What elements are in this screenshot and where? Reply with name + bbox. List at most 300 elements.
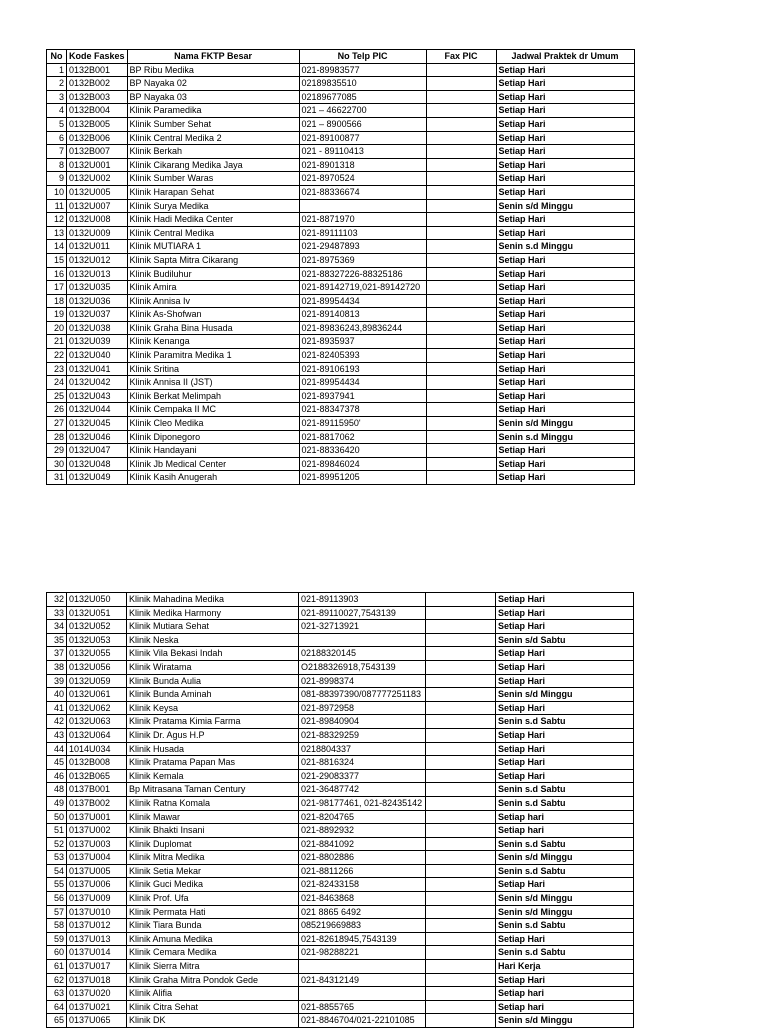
cell-kode-faskes: 0137U005: [67, 864, 127, 878]
cell-jadwal: Senin s/d Minggu: [496, 905, 634, 919]
cell-jadwal: Setiap Hari: [496, 756, 634, 770]
cell-kode-faskes: 0137U017: [67, 960, 127, 974]
cell-jadwal: Setiap Hari: [496, 213, 634, 227]
table-row: [47, 796, 634, 810]
cell-fax: [426, 837, 496, 851]
cell-no-telp: 021-98177461, 021-82435142: [299, 796, 426, 810]
cell-jadwal: Setiap Hari: [496, 620, 634, 634]
cell-nama-fktp: Klinik Pratama Papan Mas: [127, 756, 299, 770]
cell-jadwal: Senin s.d Sabtu: [496, 864, 634, 878]
cell-fax: [426, 742, 496, 756]
cell-nama-fktp: Klinik Wiratama: [127, 660, 299, 674]
cell-kode-faskes: 0137U006: [67, 878, 127, 892]
cell-kode-faskes: 0132U053: [67, 633, 127, 647]
cell-fax: [426, 403, 496, 417]
cell-no: 43: [47, 728, 67, 742]
cell-no-telp: 021-89983577: [299, 63, 426, 77]
cell-no: 2: [47, 77, 67, 91]
cell-kode-faskes: 0137B002: [67, 796, 127, 810]
cell-kode-faskes: 0132U005: [67, 185, 128, 199]
cell-kode-faskes: 0132U052: [67, 620, 127, 634]
cell-jadwal: Setiap hari: [496, 987, 634, 1001]
cell-jadwal: Setiap Hari: [496, 728, 634, 742]
cell-nama-fktp: Klinik Cleo Medika: [127, 417, 299, 431]
cell-jadwal: Setiap hari: [496, 824, 634, 838]
cell-fax: [426, 864, 496, 878]
cell-no-telp: 021-8855765: [299, 1000, 426, 1014]
cell-nama-fktp: Klinik Cemara Medika: [127, 946, 299, 960]
cell-fax: [426, 104, 496, 118]
cell-no-telp: 021-89954434: [299, 376, 426, 390]
cell-fax: [426, 417, 496, 431]
cell-jadwal: Setiap Hari: [496, 769, 634, 783]
cell-jadwal: Setiap Hari: [496, 593, 634, 607]
cell-no-telp: 021-89113903: [299, 593, 426, 607]
cell-no-telp: 021-29083377: [299, 769, 426, 783]
cell-nama-fktp: Klinik As-Shofwan: [127, 308, 299, 322]
cell-nama-fktp: Klinik Bhakti Insani: [127, 824, 299, 838]
cell-jadwal: Senin s.d Minggu: [496, 240, 634, 254]
cell-no-telp: 021-8998374: [299, 674, 426, 688]
cell-fax: [426, 728, 496, 742]
cell-no-telp: 021-8841092: [299, 837, 426, 851]
table-row: [47, 688, 634, 702]
cell-kode-faskes: 0132U045: [67, 417, 128, 431]
table-row: [47, 919, 634, 933]
table-row: [47, 158, 635, 172]
cell-nama-fktp: Klinik Dr. Agus H.P: [127, 728, 299, 742]
cell-kode-faskes: 0132U038: [67, 321, 128, 335]
cell-jadwal: Setiap Hari: [496, 444, 634, 458]
cell-nama-fktp: Klinik Duplomat: [127, 837, 299, 851]
cell-nama-fktp: Klinik Bunda Aulia: [127, 674, 299, 688]
cell-no-telp: 021-84312149: [299, 973, 426, 987]
table-row: [47, 987, 634, 1001]
cell-no: 24: [47, 376, 67, 390]
cell-nama-fktp: Klinik Graha Bina Husada: [127, 321, 299, 335]
cell-no: 20: [47, 321, 67, 335]
cell-nama-fktp: Klinik Tiara Bunda: [127, 919, 299, 933]
cell-kode-faskes: 0132B006: [67, 131, 128, 145]
cell-kode-faskes: 0132U049: [67, 471, 128, 485]
cell-nama-fktp: Klinik Budiluhur: [127, 267, 299, 281]
cell-jadwal: Setiap Hari: [496, 376, 634, 390]
table-row: [47, 389, 635, 403]
cell-jadwal: Setiap Hari: [496, 77, 634, 91]
cell-no: 57: [47, 905, 67, 919]
cell-no-telp: [299, 633, 426, 647]
cell-fax: [426, 851, 496, 865]
cell-nama-fktp: Klinik Central Medika: [127, 226, 299, 240]
cell-nama-fktp: Klinik Setia Mekar: [127, 864, 299, 878]
table-row: [47, 131, 635, 145]
cell-jadwal: Setiap Hari: [496, 973, 634, 987]
cell-no-telp: 021-32713921: [299, 620, 426, 634]
cell-jadwal: Setiap Hari: [496, 660, 634, 674]
cell-fax: [426, 824, 496, 838]
header-fax: Fax PIC: [426, 50, 496, 64]
cell-no: 35: [47, 633, 67, 647]
table-row: [47, 267, 635, 281]
cell-fax: [426, 1014, 496, 1028]
cell-jadwal: Setiap Hari: [496, 226, 634, 240]
cell-nama-fktp: Klinik Mawar: [127, 810, 299, 824]
cell-nama-fktp: Klinik Permata Hati: [127, 905, 299, 919]
cell-no: 9: [47, 172, 67, 186]
cell-no-telp: 021-88336420: [299, 444, 426, 458]
table-row: [47, 946, 634, 960]
cell-no: 55: [47, 878, 67, 892]
cell-no-telp: 021-89110027,7543139: [299, 606, 426, 620]
cell-nama-fktp: Klinik Berkah: [127, 145, 299, 159]
cell-no: 50: [47, 810, 67, 824]
cell-kode-faskes: 0132U059: [67, 674, 127, 688]
cell-nama-fktp: Klinik Keysa: [127, 701, 299, 715]
cell-fax: [426, 226, 496, 240]
table-row: [47, 104, 635, 118]
cell-no: 56: [47, 892, 67, 906]
table-row: [47, 444, 635, 458]
cell-nama-fktp: Klinik Central Medika 2: [127, 131, 299, 145]
cell-nama-fktp: Klinik Cempaka II MC: [127, 403, 299, 417]
cell-kode-faskes: 0132U063: [67, 715, 127, 729]
cell-no: 19: [47, 308, 67, 322]
cell-no-telp: 021-8204765: [299, 810, 426, 824]
cell-fax: [426, 335, 496, 349]
cell-fax: [426, 606, 496, 620]
header-kode-faskes: Kode Faskes: [67, 50, 128, 64]
cell-kode-faskes: 0132U008: [67, 213, 128, 227]
cell-kode-faskes: 0132U042: [67, 376, 128, 390]
table-row: [47, 471, 635, 485]
cell-no: 46: [47, 769, 67, 783]
cell-nama-fktp: Klinik Citra Sehat: [127, 1000, 299, 1014]
cell-kode-faskes: 0132U051: [67, 606, 127, 620]
cell-kode-faskes: 0137U004: [67, 851, 127, 865]
cell-no: 34: [47, 620, 67, 634]
table-row: [47, 417, 635, 431]
cell-no-telp: 021-8901318: [299, 158, 426, 172]
cell-no: 12: [47, 213, 67, 227]
cell-fax: [426, 240, 496, 254]
cell-no: 31: [47, 471, 67, 485]
cell-fax: [426, 796, 496, 810]
table-row: [47, 213, 635, 227]
cell-nama-fktp: Klinik Mahadina Medika: [127, 593, 299, 607]
cell-no-telp: 021-8463868: [299, 892, 426, 906]
cell-kode-faskes: 0137U013: [67, 932, 127, 946]
cell-no-telp: 021-82618945,7543139: [299, 932, 426, 946]
cell-no-telp: 021-88329259: [299, 728, 426, 742]
cell-fax: [426, 145, 496, 159]
cell-jadwal: Setiap Hari: [496, 90, 634, 104]
cell-no-telp: 021-89142719,021-89142720: [299, 281, 426, 295]
table-body: [47, 593, 634, 1028]
cell-no-telp: 021-36487742: [299, 783, 426, 797]
cell-nama-fktp: Klinik Alifia: [127, 987, 299, 1001]
cell-fax: [426, 946, 496, 960]
cell-no: 38: [47, 660, 67, 674]
cell-no: 61: [47, 960, 67, 974]
cell-fax: [426, 430, 496, 444]
cell-nama-fktp: Klinik Sritina: [127, 362, 299, 376]
cell-kode-faskes: 0132B008: [67, 756, 127, 770]
cell-fax: [426, 158, 496, 172]
table-row: [47, 593, 634, 607]
cell-jadwal: Senin s/d Minggu: [496, 688, 634, 702]
cell-kode-faskes: 0132U001: [67, 158, 128, 172]
cell-no: 53: [47, 851, 67, 865]
cell-kode-faskes: 0132B005: [67, 117, 128, 131]
cell-no-telp: 021-82405393: [299, 349, 426, 363]
cell-no-telp: [299, 960, 426, 974]
cell-fax: [426, 389, 496, 403]
cell-nama-fktp: Klinik Paramedika: [127, 104, 299, 118]
cell-jadwal: Senin s.d Sabtu: [496, 919, 634, 933]
table-body: [47, 63, 635, 484]
cell-nama-fktp: Klinik Annisa Iv: [127, 294, 299, 308]
cell-no: 5: [47, 117, 67, 131]
cell-jadwal: Setiap Hari: [496, 674, 634, 688]
cell-fax: [426, 647, 496, 661]
cell-kode-faskes: 0137U002: [67, 824, 127, 838]
table-row: [47, 864, 634, 878]
cell-nama-fktp: Klinik Neska: [127, 633, 299, 647]
cell-no-telp: 021-89140813: [299, 308, 426, 322]
cell-nama-fktp: Klinik Kemala: [127, 769, 299, 783]
table-header-row: [47, 50, 635, 64]
cell-fax: [426, 294, 496, 308]
cell-kode-faskes: 0137U010: [67, 905, 127, 919]
cell-no: 6: [47, 131, 67, 145]
cell-kode-faskes: 0132B065: [67, 769, 127, 783]
cell-no-telp: 021-88336674: [299, 185, 426, 199]
cell-no: 49: [47, 796, 67, 810]
cell-no: 26: [47, 403, 67, 417]
cell-jadwal: Setiap Hari: [496, 362, 634, 376]
table-row: [47, 240, 635, 254]
cell-jadwal: Senin s.d Sabtu: [496, 715, 634, 729]
cell-kode-faskes: 0132U041: [67, 362, 128, 376]
cell-kode-faskes: 0137U020: [67, 987, 127, 1001]
cell-kode-faskes: 0137U003: [67, 837, 127, 851]
cell-jadwal: Setiap Hari: [496, 117, 634, 131]
cell-fax: [426, 633, 496, 647]
cell-fax: [426, 905, 496, 919]
table-row: [47, 647, 634, 661]
cell-fax: [426, 471, 496, 485]
cell-jadwal: Senin s/d Minggu: [496, 417, 634, 431]
cell-jadwal: Hari Kerja: [496, 960, 634, 974]
cell-no: 33: [47, 606, 67, 620]
table-row: [47, 892, 634, 906]
table-row: [47, 973, 634, 987]
table-row: [47, 145, 635, 159]
cell-fax: [426, 444, 496, 458]
cell-fax: [426, 63, 496, 77]
cell-kode-faskes: 0137U009: [67, 892, 127, 906]
table-row: [47, 810, 634, 824]
cell-fax: [426, 701, 496, 715]
cell-jadwal: Setiap Hari: [496, 185, 634, 199]
cell-kode-faskes: 0132U044: [67, 403, 128, 417]
cell-jadwal: Setiap Hari: [496, 742, 634, 756]
cell-no: 40: [47, 688, 67, 702]
cell-jadwal: Setiap Hari: [496, 104, 634, 118]
cell-jadwal: Setiap hari: [496, 810, 634, 824]
cell-fax: [426, 932, 496, 946]
table-row: [47, 837, 634, 851]
cell-nama-fktp: Klinik DK: [127, 1014, 299, 1028]
fktp-table-part-2: [46, 592, 634, 1028]
cell-jadwal: Setiap Hari: [496, 131, 634, 145]
cell-kode-faskes: 0132U007: [67, 199, 128, 213]
cell-no: 22: [47, 349, 67, 363]
cell-nama-fktp: Klinik Berkat Melimpah: [127, 389, 299, 403]
cell-kode-faskes: 0132U012: [67, 253, 128, 267]
cell-no: 16: [47, 267, 67, 281]
cell-kode-faskes: 0132B001: [67, 63, 128, 77]
cell-jadwal: Senin s.d Sabtu: [496, 783, 634, 797]
cell-no: 21: [47, 335, 67, 349]
cell-nama-fktp: Bp Mitrasana Taman Century: [127, 783, 299, 797]
cell-nama-fktp: Klinik Ratna Komala: [127, 796, 299, 810]
cell-no: 8: [47, 158, 67, 172]
header-no-telp: No Telp PIC: [299, 50, 426, 64]
cell-jadwal: Setiap Hari: [496, 267, 634, 281]
cell-fax: [426, 457, 496, 471]
cell-fax: [426, 878, 496, 892]
table-row: [47, 932, 634, 946]
cell-nama-fktp: Klinik Surya Medika: [127, 199, 299, 213]
cell-no-telp: 021-8892932: [299, 824, 426, 838]
cell-jadwal: Setiap Hari: [496, 63, 634, 77]
cell-kode-faskes: 0132U064: [67, 728, 127, 742]
cell-no-telp: 021 – 8900566: [299, 117, 426, 131]
cell-no: 62: [47, 973, 67, 987]
cell-no-telp: 021-89840904: [299, 715, 426, 729]
cell-no-telp: 021-8871970: [299, 213, 426, 227]
cell-nama-fktp: Klinik Prof. Ufa: [127, 892, 299, 906]
cell-no: 39: [47, 674, 67, 688]
cell-no-telp: 021-8802886: [299, 851, 426, 865]
table-row: [47, 376, 635, 390]
cell-no-telp: 021-98288221: [299, 946, 426, 960]
cell-nama-fktp: Klinik Hadi Medika Center: [127, 213, 299, 227]
cell-nama-fktp: Klinik Sierra Mitra: [127, 960, 299, 974]
cell-nama-fktp: Klinik Sumber Sehat: [127, 117, 299, 131]
cell-no-telp: 021 – 46622700: [299, 104, 426, 118]
cell-nama-fktp: Klinik Paramitra Medika 1: [127, 349, 299, 363]
cell-no-telp: [299, 199, 426, 213]
cell-no-telp: 021 8865 6492: [299, 905, 426, 919]
cell-no: 13: [47, 226, 67, 240]
cell-no-telp: 081-88397390/087777251183: [299, 688, 426, 702]
cell-kode-faskes: 0137U012: [67, 919, 127, 933]
cell-no-telp: 021-8846704/021-22101085: [299, 1014, 426, 1028]
cell-no-telp: 021-8972958: [299, 701, 426, 715]
cell-no-telp: 021-8937941: [299, 389, 426, 403]
cell-fax: [426, 892, 496, 906]
cell-kode-faskes: 0132U062: [67, 701, 127, 715]
cell-no-telp: 021-89100877: [299, 131, 426, 145]
cell-kode-faskes: 0132U050: [67, 593, 127, 607]
cell-no: 1: [47, 63, 67, 77]
cell-nama-fktp: Klinik Medika Harmony: [127, 606, 299, 620]
cell-kode-faskes: 0132B003: [67, 90, 128, 104]
cell-fax: [426, 117, 496, 131]
cell-no: 45: [47, 756, 67, 770]
cell-no: 29: [47, 444, 67, 458]
cell-no: 65: [47, 1014, 67, 1028]
cell-no-telp: 021-8935937: [299, 335, 426, 349]
cell-jadwal: Setiap Hari: [496, 471, 634, 485]
header-no: No: [47, 50, 67, 64]
cell-jadwal: Senin s.d Sabtu: [496, 837, 634, 851]
table-row: [47, 90, 635, 104]
cell-fax: [426, 308, 496, 322]
table-row: [47, 403, 635, 417]
table-row: [47, 294, 635, 308]
cell-kode-faskes: 0132U035: [67, 281, 128, 295]
cell-no: 48: [47, 783, 67, 797]
cell-fax: [426, 321, 496, 335]
cell-nama-fktp: Klinik Kasih Anugerah: [127, 471, 299, 485]
table-row: [47, 457, 635, 471]
table-row: [47, 633, 634, 647]
cell-fax: [426, 172, 496, 186]
cell-no-telp: 021-89954434: [299, 294, 426, 308]
cell-kode-faskes: 0132B004: [67, 104, 128, 118]
cell-jadwal: Senin s/d Minggu: [496, 1014, 634, 1028]
cell-no-telp: 021-8811266: [299, 864, 426, 878]
cell-jadwal: Senin s.d Sabtu: [496, 946, 634, 960]
cell-jadwal: Setiap Hari: [496, 335, 634, 349]
cell-no: 15: [47, 253, 67, 267]
table-row: [47, 728, 634, 742]
cell-no-telp: 085219669883: [299, 919, 426, 933]
cell-kode-faskes: 0132B002: [67, 77, 128, 91]
table-row: [47, 281, 635, 295]
cell-jadwal: Setiap Hari: [496, 308, 634, 322]
cell-fax: [426, 987, 496, 1001]
cell-kode-faskes: 0132U055: [67, 647, 127, 661]
cell-no-telp: 0218804337: [299, 742, 426, 756]
table-row: [47, 77, 635, 91]
cell-fax: [426, 688, 496, 702]
cell-no-telp: 021-29487893: [299, 240, 426, 254]
cell-jadwal: Senin s/d Minggu: [496, 199, 634, 213]
cell-no: 10: [47, 185, 67, 199]
cell-fax: [426, 77, 496, 91]
table-row: [47, 905, 634, 919]
table-row: [47, 321, 635, 335]
table-row: [47, 430, 635, 444]
cell-jadwal: Setiap Hari: [496, 457, 634, 471]
cell-kode-faskes: 0132U040: [67, 349, 128, 363]
cell-jadwal: Setiap Hari: [496, 932, 634, 946]
cell-fax: [426, 620, 496, 634]
cell-jadwal: Setiap Hari: [496, 145, 634, 159]
table-row: [47, 1014, 634, 1028]
cell-jadwal: Senin s/d Minggu: [496, 851, 634, 865]
cell-no: 17: [47, 281, 67, 295]
cell-no-telp: [299, 987, 426, 1001]
cell-no: 59: [47, 932, 67, 946]
cell-nama-fktp: Klinik Handayani: [127, 444, 299, 458]
cell-nama-fktp: Klinik Harapan Sehat: [127, 185, 299, 199]
cell-fax: [426, 1000, 496, 1014]
